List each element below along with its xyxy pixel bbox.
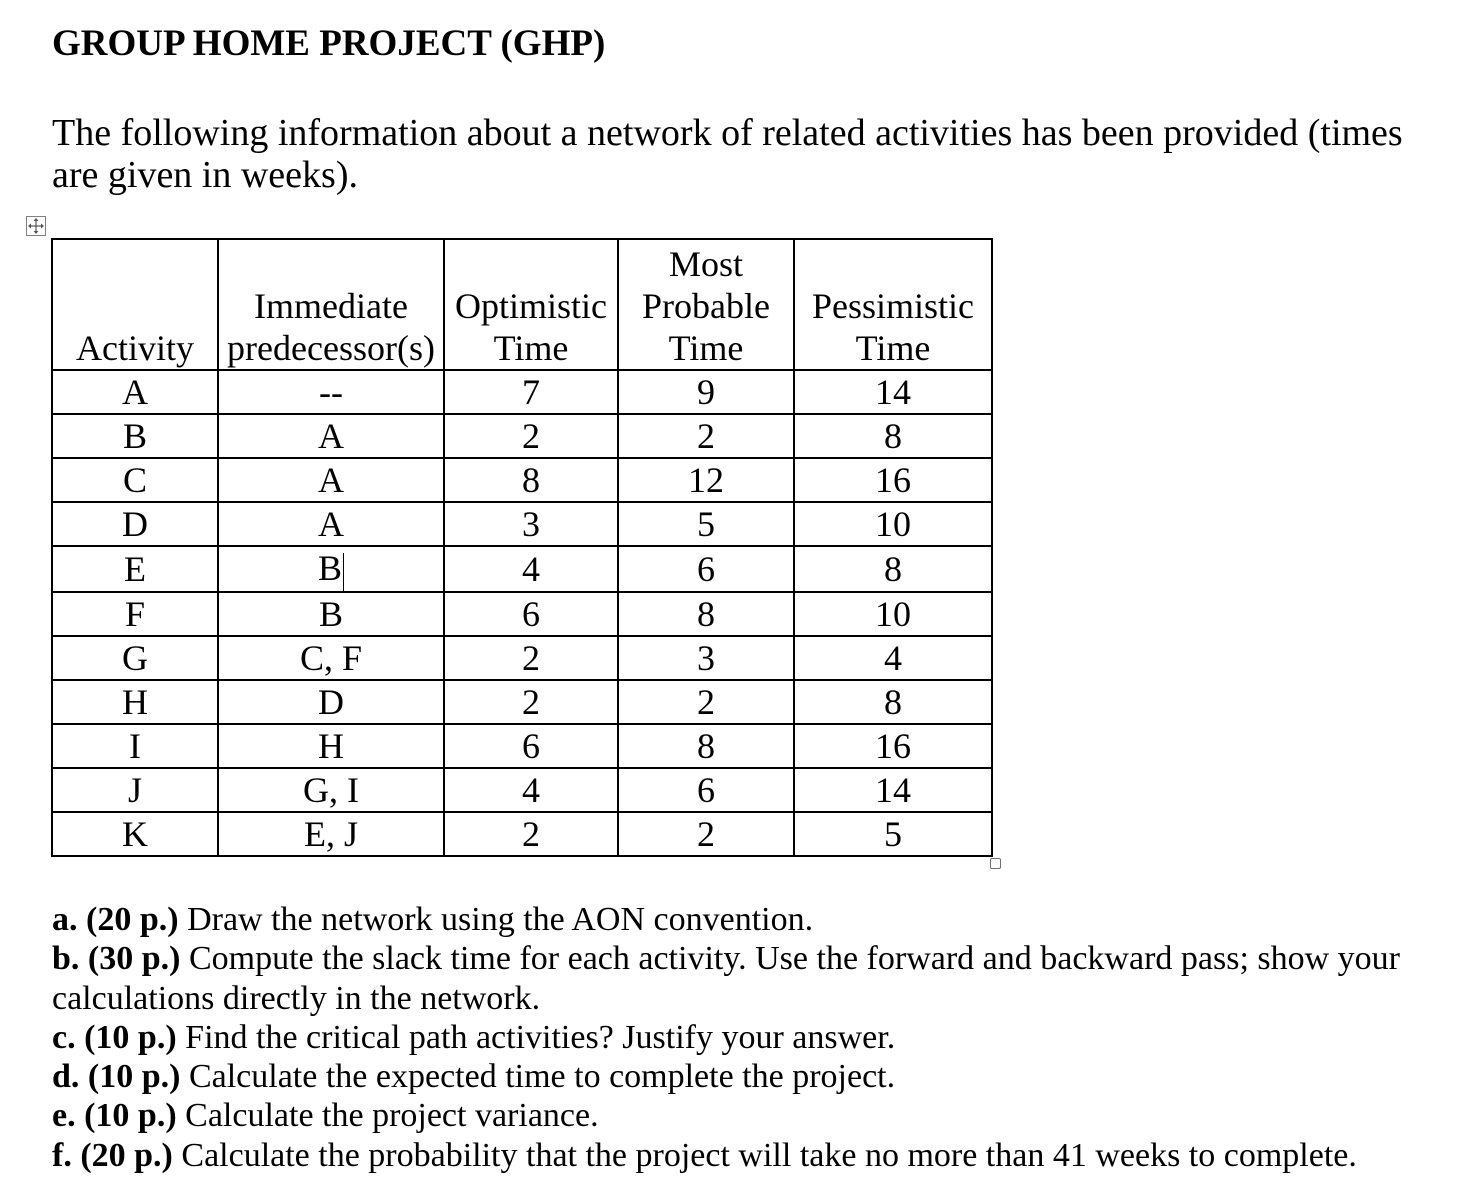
question-item — [52, 1096, 1442, 1135]
cell-optimistic[interactable]: 4 — [444, 546, 618, 592]
question-text: Calculate the project variance. — [176, 1097, 599, 1135]
cell-pessimistic[interactable]: 14 — [794, 370, 992, 414]
cell-activity[interactable]: F — [52, 592, 218, 636]
question-item — [52, 1057, 1442, 1096]
table-row — [52, 458, 992, 502]
cell-predecessors[interactable]: A — [218, 458, 444, 502]
cell-most-probable[interactable]: 2 — [618, 680, 794, 724]
cell-predecessors[interactable]: A — [218, 502, 444, 546]
cell-optimistic[interactable]: 6 — [444, 724, 618, 768]
cell-optimistic[interactable]: 2 — [444, 812, 618, 856]
cell-most-probable[interactable]: 9 — [618, 370, 794, 414]
question-label: d. (10 p.) — [52, 1058, 181, 1096]
cell-most-probable[interactable]: 12 — [618, 458, 794, 502]
table-body — [52, 370, 992, 856]
question-label: c. (10 p.) — [52, 1018, 177, 1056]
header-pessimistic-time: Pessimistic Time — [794, 239, 992, 370]
table-row — [52, 724, 992, 768]
cell-pessimistic[interactable]: 4 — [794, 636, 992, 680]
question-text: Calculate the expected time to complete the project. — [180, 1058, 896, 1096]
question-label: e. (10 p.) — [52, 1097, 177, 1135]
cell-predecessors[interactable]: H — [218, 724, 444, 768]
cell-most-probable[interactable]: 8 — [618, 724, 794, 768]
table-row — [52, 592, 992, 636]
cell-activity[interactable]: C — [52, 458, 218, 502]
cell-activity[interactable]: A — [52, 370, 218, 414]
table-header-row — [52, 239, 992, 370]
cell-pessimistic[interactable]: 10 — [794, 592, 992, 636]
intro-paragraph: The following information about a network of related activities has been provided (times are given in weeks). — [52, 112, 1403, 196]
question-label: b. (30 p.) — [52, 940, 181, 978]
cell-predecessors[interactable]: E, J — [218, 812, 444, 856]
question-label: a. (20 p.) — [52, 901, 179, 938]
header-most-probable-time: Most Probable Time — [618, 239, 794, 370]
page-title: GROUP HOME PROJECT (GHP) — [52, 23, 606, 64]
cell-most-probable[interactable]: 6 — [618, 546, 794, 592]
cell-most-probable[interactable]: 8 — [618, 592, 794, 636]
cell-predecessors[interactable]: D — [218, 680, 444, 724]
cell-pessimistic[interactable]: 8 — [794, 546, 992, 592]
cell-predecessors[interactable]: B — [218, 592, 444, 636]
cell-most-probable[interactable]: 3 — [618, 636, 794, 680]
table-row — [52, 812, 992, 856]
cell-optimistic[interactable]: 3 — [444, 502, 618, 546]
resize-square-icon[interactable] — [990, 858, 1001, 869]
question-item — [52, 900, 1442, 939]
cell-activity[interactable]: G — [52, 636, 218, 680]
cell-pessimistic[interactable]: 14 — [794, 768, 992, 812]
cell-most-probable[interactable]: 6 — [618, 768, 794, 812]
table-row — [52, 414, 992, 458]
cell-optimistic[interactable]: 2 — [444, 680, 618, 724]
cell-predecessors-active[interactable] — [218, 546, 444, 592]
question-item — [52, 1136, 1442, 1175]
cell-pessimistic[interactable]: 16 — [794, 724, 992, 768]
cell-activity[interactable]: D — [52, 502, 218, 546]
header-predecessors: Immediate predecessor(s) — [218, 239, 444, 370]
cell-pessimistic[interactable]: 8 — [794, 414, 992, 458]
question-list — [52, 900, 1442, 1175]
cell-most-probable[interactable]: 5 — [618, 502, 794, 546]
cell-pessimistic[interactable]: 10 — [794, 502, 992, 546]
header-activity: Activity — [52, 239, 218, 370]
text-cursor — [343, 553, 344, 591]
cell-predecessors-text: B — [317, 548, 342, 588]
cell-pessimistic[interactable]: 5 — [794, 812, 992, 856]
cell-activity[interactable]: E — [52, 546, 218, 592]
cell-activity[interactable]: K — [52, 812, 218, 856]
table-row — [52, 546, 992, 592]
cell-predecessors[interactable]: G, I — [218, 768, 444, 812]
cell-optimistic[interactable]: 2 — [444, 636, 618, 680]
cell-predecessors[interactable]: C, F — [218, 636, 444, 680]
activity-table — [51, 238, 993, 857]
question-text: Draw the network using the AON convention. — [178, 901, 814, 938]
cell-optimistic[interactable]: 6 — [444, 592, 618, 636]
cell-optimistic[interactable]: 8 — [444, 458, 618, 502]
table-row — [52, 768, 992, 812]
cell-predecessors[interactable]: -- — [218, 370, 444, 414]
cell-pessimistic[interactable]: 16 — [794, 458, 992, 502]
table-row — [52, 680, 992, 724]
table-row — [52, 370, 992, 414]
cell-activity[interactable]: H — [52, 680, 218, 724]
question-text: Find the critical path activities? Justify your answer. — [176, 1018, 896, 1056]
cell-activity[interactable]: I — [52, 724, 218, 768]
cell-predecessors[interactable]: A — [218, 414, 444, 458]
question-label: f. (20 p.) — [52, 1136, 173, 1174]
question-item — [52, 939, 1442, 1018]
cell-activity[interactable]: B — [52, 414, 218, 458]
question-text: Calculate the probability that the project will take no more than 41 weeks to complete. — [172, 1136, 1357, 1174]
cell-pessimistic[interactable]: 8 — [794, 680, 992, 724]
move-cross-icon[interactable] — [26, 216, 46, 236]
cell-optimistic[interactable]: 7 — [444, 370, 618, 414]
cell-most-probable[interactable]: 2 — [618, 414, 794, 458]
cell-most-probable[interactable]: 2 — [618, 812, 794, 856]
cell-optimistic[interactable]: 2 — [444, 414, 618, 458]
cell-optimistic[interactable]: 4 — [444, 768, 618, 812]
question-item — [52, 1018, 1442, 1057]
cell-activity[interactable]: J — [52, 768, 218, 812]
table-row — [52, 502, 992, 546]
table-row — [52, 636, 992, 680]
header-optimistic-time: Optimistic Time — [444, 239, 618, 370]
question-text: Compute the slack time for each activity. Use the forward and backward pass; show your calculations directly in the network. — [52, 940, 1401, 1017]
